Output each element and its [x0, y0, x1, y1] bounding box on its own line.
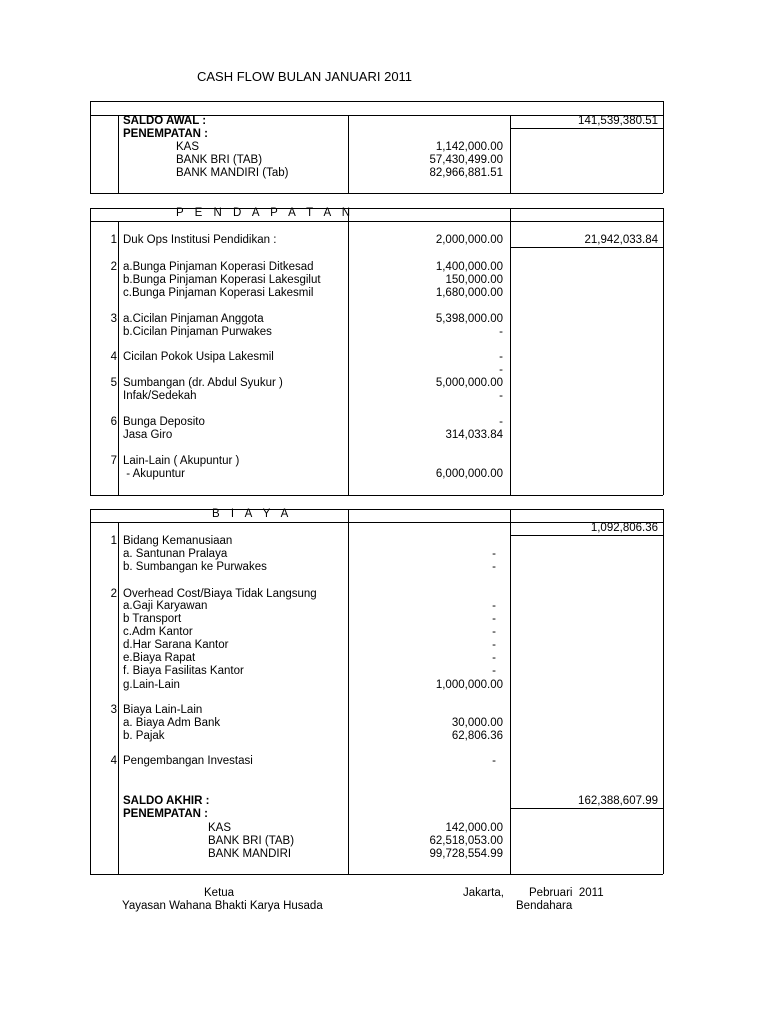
- row-label: a.Bunga Pinjaman Koperasi Ditkesad: [123, 261, 314, 273]
- row-number: 4: [110, 351, 117, 363]
- row-amount: -: [492, 626, 496, 638]
- row-label: Biaya Lain-Lain: [123, 704, 203, 716]
- saldo-akhir-label: SALDO AKHIR :: [123, 795, 210, 807]
- row-label: Cicilan Pokok Usipa Lakesmil: [123, 351, 274, 363]
- row-amount: -: [492, 548, 496, 560]
- penempatan-label: PENEMPATAN :: [123, 128, 208, 140]
- row-label: Duk Ops Institusi Pendidikan :: [123, 234, 277, 246]
- item-label: BANK MANDIRI (Tab): [176, 167, 289, 179]
- row-amount: 1,000,000.00: [435, 679, 503, 691]
- row-number: 7: [110, 455, 117, 467]
- row-number: 1: [110, 234, 117, 246]
- ketua-organization: Yayasan Wahana Bhakti Karya Husada: [122, 900, 323, 912]
- row-amount: 2,000,000.00: [435, 234, 503, 246]
- row-label: a. Biaya Adm Bank: [123, 717, 221, 729]
- pendapatan-header: P E N D A P A T A N: [176, 207, 355, 219]
- row-amount: 30,000.00: [451, 717, 503, 729]
- item-label: KAS: [176, 141, 200, 153]
- row-amount: 5,000,000.00: [435, 377, 503, 389]
- item-label: BANK BRI (TAB): [176, 154, 263, 166]
- row-amount: -: [499, 416, 503, 428]
- row-label: b. Pajak: [123, 730, 165, 742]
- row-amount: -: [499, 351, 503, 363]
- row-amount: -: [492, 613, 496, 625]
- row-number: 2: [110, 261, 117, 273]
- row-label: - Akupuntur: [123, 468, 186, 480]
- row-label: g.Lain-Lain: [123, 679, 180, 691]
- row-amount: -: [492, 639, 496, 651]
- row-amount: 62,806.36: [451, 730, 503, 742]
- saldo-awal-label: SALDO AWAL :: [123, 115, 207, 127]
- item-label: KAS: [208, 822, 232, 834]
- row-amount: -: [492, 665, 496, 677]
- row-label: b.Cicilan Pinjaman Purwakes: [123, 326, 272, 338]
- row-label: Overhead Cost/Biaya Tidak Langsung: [123, 588, 317, 600]
- item-amount: 57,430,499.00: [429, 154, 503, 166]
- row-amount: 1,680,000.00: [435, 287, 503, 299]
- row-number: 3: [110, 704, 117, 716]
- row-amount: 314,033.84: [445, 429, 503, 441]
- row-amount: 5,398,000.00: [435, 313, 503, 325]
- row-amount: -: [492, 600, 496, 612]
- row-label: b. Sumbangan ke Purwakes: [123, 561, 267, 573]
- page-title: CASH FLOW BULAN JANUARI 2011: [197, 69, 413, 84]
- row-amount: -: [499, 364, 503, 376]
- row-label: e.Biaya Rapat: [123, 652, 196, 664]
- row-amount: -: [492, 755, 496, 767]
- row-label: b Transport: [123, 613, 182, 625]
- row-number: 6: [110, 416, 117, 428]
- bendahara-title: Bendahara: [516, 900, 573, 912]
- row-number: 2: [110, 588, 117, 600]
- signature-date: Pebruari 2011: [529, 887, 604, 899]
- row-label: Bidang Kemanusiaan: [123, 535, 233, 547]
- item-label: BANK MANDIRI: [208, 848, 292, 860]
- ketua-title: Ketua: [204, 887, 235, 899]
- row-number: 3: [110, 313, 117, 325]
- row-amount: -: [492, 652, 496, 664]
- row-label: Sumbangan (dr. Abdul Syukur ): [123, 377, 283, 389]
- row-number: 1: [110, 535, 117, 547]
- row-number: 4: [110, 755, 117, 767]
- item-amount: 99,728,554.99: [429, 848, 503, 860]
- row-label: Lain-Lain ( Akupuntur ): [123, 455, 240, 467]
- row-label: Pengembangan Investasi: [123, 755, 253, 767]
- row-amount: -: [492, 561, 496, 573]
- penempatan-label: PENEMPATAN :: [123, 808, 208, 820]
- row-label: Bunga Deposito: [123, 416, 205, 428]
- biaya-header: B I A Y A: [212, 508, 293, 520]
- row-label: a.Cicilan Pinjaman Anggota: [123, 313, 264, 325]
- row-label: d.Har Sarana Kantor: [123, 639, 229, 651]
- row-number: 5: [110, 377, 117, 389]
- row-amount: 150,000.00: [445, 274, 503, 286]
- item-label: BANK BRI (TAB): [208, 835, 295, 847]
- saldo-akhir-total: 162,388,607.99: [578, 795, 658, 807]
- biaya-total: 1,092,806.36: [590, 522, 658, 534]
- row-amount: 1,400,000.00: [435, 261, 503, 273]
- row-amount: -: [499, 326, 503, 338]
- row-amount: 6,000,000.00: [435, 468, 503, 480]
- item-amount: 82,966,881.51: [429, 167, 503, 179]
- row-label: a. Santunan Pralaya: [123, 548, 228, 560]
- row-label: c.Bunga Pinjaman Koperasi Lakesmil: [123, 287, 314, 299]
- pendapatan-total: 21,942,033.84: [584, 234, 658, 246]
- row-label: b.Bunga Pinjaman Koperasi Lakesgilut: [123, 274, 321, 286]
- saldo-awal-total: 141,539,380.51: [578, 115, 658, 127]
- item-amount: 142,000.00: [445, 822, 503, 834]
- signature-place: Jakarta,: [463, 887, 504, 899]
- row-label: Jasa Giro: [123, 429, 173, 441]
- row-label: c.Adm Kantor: [123, 626, 193, 638]
- item-amount: 1,142,000.00: [435, 141, 503, 153]
- row-label: a.Gaji Karyawan: [123, 600, 208, 612]
- row-label: Infak/Sedekah: [123, 390, 197, 402]
- row-amount: -: [499, 390, 503, 402]
- item-amount: 62,518,053.00: [429, 835, 503, 847]
- row-label: f. Biaya Fasilitas Kantor: [123, 665, 244, 677]
